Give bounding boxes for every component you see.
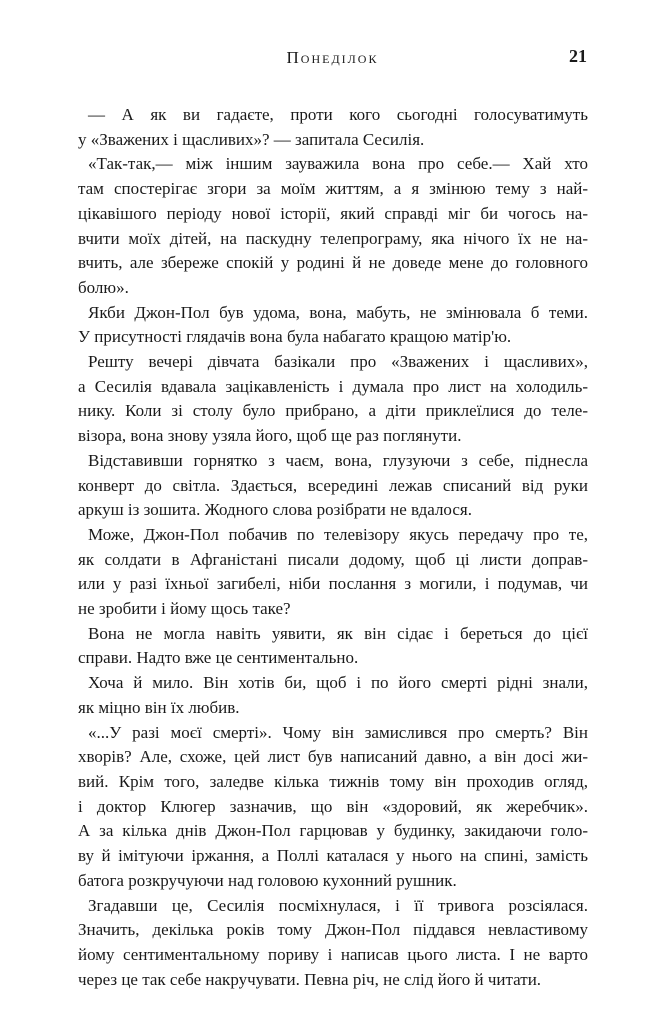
text-line: Значить, декілька років тому Джон-Пол піддався невластивому: [78, 920, 588, 940]
page-number: 21: [569, 46, 587, 66]
text-line: цікавішого періоду нової історії, який справді міг би чогось на-: [78, 203, 588, 223]
text-line: справи. Надто вже це сентиментально.: [78, 648, 359, 668]
text-line: Може, Джон-Пол побачив по телевізору якусь передачу про те,: [88, 524, 588, 544]
text-line: як міцно він їх любив.: [78, 697, 240, 717]
text-line: вчить, але збереже спокій у родині й не доведе мене до головного: [78, 253, 588, 273]
running-title: Понеділок: [286, 48, 379, 67]
text-line: аркуш із зошита. Жодного слова розібрати не вдалося.: [78, 500, 472, 520]
text-line: У присутності глядачів вона була набагато кращою матір'ю.: [78, 327, 512, 347]
text-line: Вона не могла навіть уявити, як він сідає і береться до цієї: [88, 623, 588, 643]
text-line: а Сесилія вдавала зацікавленість і думала про лист на холодиль-: [78, 376, 588, 396]
text-line: візора, вона знову узяла його, щоб ще раз поглянути.: [78, 426, 462, 446]
text-line: Хоча й мило. Він хотів би, щоб і по його смерті рідні знали,: [88, 673, 588, 693]
text-line: Якби Джон-Пол був удома, вона, мабуть, не змінювала б теми.: [88, 302, 588, 322]
text-line: не зробити і йому щось таке?: [78, 599, 291, 619]
text-line: ву й імітуючи іржання, а Поллі каталася у нього на спині, замість: [78, 846, 588, 866]
text-line: болю».: [78, 277, 129, 297]
text-line: Решту вечері дівчата базікали про «Зважених і щасливих»,: [88, 352, 588, 372]
text-line: — А як ви гадаєте, проти кого сьогодні голосуватимуть: [88, 105, 588, 124]
text-line: і доктор Клюгер зазначив, що він «здоровий, як жеребчик».: [78, 796, 588, 816]
text-line: Відставивши горнятко з чаєм, вона, глузуючи з себе, піднесла: [88, 450, 588, 470]
text-line: А за кілька днів Джон-Пол гарцював у будинку, закидаючи голо-: [78, 821, 588, 841]
text-line: «Так-так,— між іншим зауважила вона про себе.— Хай хто: [88, 154, 588, 174]
text-line: у «Зважених і щасливих»? — запитала Сесилія.: [78, 129, 425, 149]
text-line: батога розкручуючи над головою кухонний рушник.: [78, 870, 457, 890]
body-text: [78, 103, 588, 992]
text-line: там спостерігає згори за моїм життям, а я змінюю тему з най-: [78, 179, 588, 199]
text-line: вий. Крім того, заледве кілька тижнів тому він проходив огляд,: [78, 771, 588, 791]
text-line: вчити моїх дітей, на паскудну телепрограму, яка нічого їх не на-: [78, 228, 588, 248]
text-line: Згадавши це, Сесилія посміхнулася, і її тривога розсіялася.: [88, 895, 588, 915]
text-line: нику. Коли зі столу було прибрано, а діти приклеїлися до теле-: [78, 401, 588, 421]
page-header: [78, 48, 587, 72]
text-line: як солдати в Афганістані писали додому, щоб ці листи доправ-: [78, 549, 588, 569]
text-line: йому сентиментальному пориву і написав цього листа. І не варто: [78, 944, 588, 964]
text-line: через це так себе накручувати. Певна річ, не слід його й читати.: [78, 969, 542, 989]
text-line: хворів? Але, схоже, цей лист був написаний давно, а він досі жи-: [78, 747, 588, 767]
text-line: или у разі їхньої загибелі, ніби послання з могили, і подумав, чи: [78, 574, 588, 594]
text-line: конверт до світла. Здається, всередині лежав списаний від руки: [78, 475, 588, 495]
text-line: «...У разі моєї смерті». Чому він замислився про смерть? Він: [88, 722, 588, 742]
